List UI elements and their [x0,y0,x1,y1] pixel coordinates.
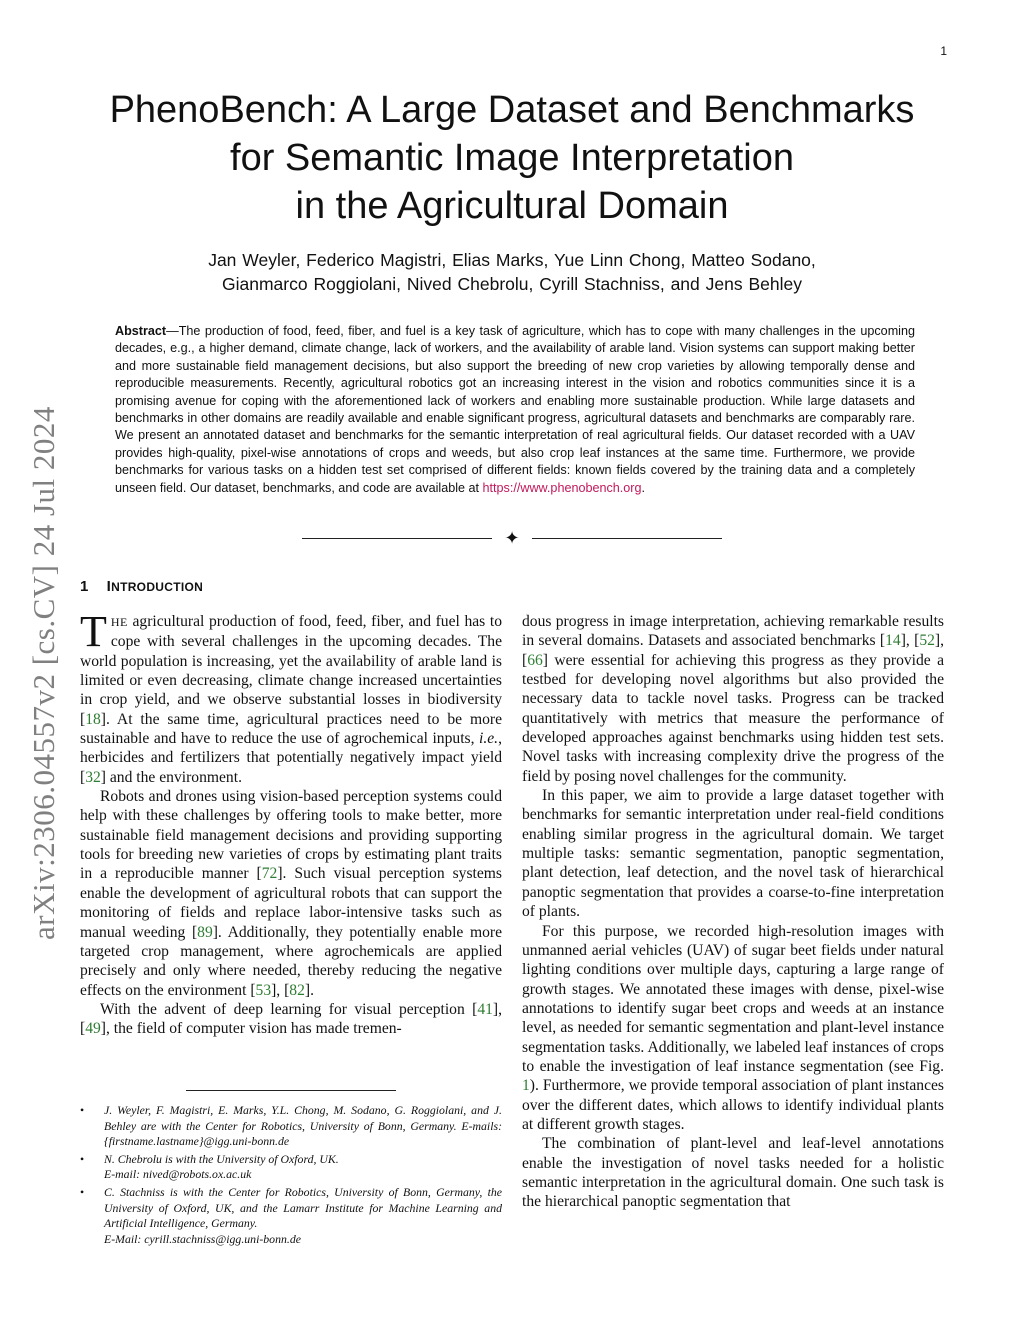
footnote-item [80,1185,502,1247]
abstract [115,323,915,497]
text-run: With the advent of deep learning for visual perception [ [100,1000,478,1018]
paragraph: In this paper, we aim to provide a large dataset together with benchmarks for semantic interpretation under real-field conditions enabling similar progress in the agricultural domain. We target multiple tasks: semantic segmentation, panoptic segmentation, plant detection, leaf detection, and the novel task of hierarchical panoptic segmentation that provides a coarse-to-fine interpretation of plants. [522,787,944,921]
title-line: for Semantic Image Interpretation [230,137,794,179]
bullet-icon: • [80,1103,85,1117]
citation-link[interactable]: 32 [85,768,101,786]
drop-cap: T [80,607,107,656]
right-column [522,612,944,1212]
paragraph [522,612,944,786]
citation-link[interactable]: 41 [477,1000,493,1018]
text-run: agricultural production of food, feed, fiber, and fuel has to cope with several challenges in the upcoming decades. The world population is increasing, yet the availability of arable land is limited or even decreasing, climate change increased uncertainties in crop yield, and we observe substantial losses in biodiversity [ [80,613,502,728]
paragraph [522,922,944,1135]
footnote-text: J. Weyler, F. Magistri, E. Marks, Y.L. Chong, M. Sodano, G. Roggiolani, and J. Behley are with the Center for Robotics, University of Bonn, Germany. E-mails: {firstname.lastname}@igg.uni-bonn.de [104,1103,502,1149]
footnote-text: C. Stachniss is with the Center for Robotics, University of Bonn, Germany, the University of Oxford, UK, and the Lamarr Institute for Machine Learning and Artificial Intelligence, Germany. [104,1184,502,1231]
text-run: ] were essential for achieving this progress as they provide a testbed for developing novel algorithms but also provided the necessary data to tackle novel tasks. Progress can be tracked quantitatively with metrics that measure the performance of developed approaches against benchmarks using hidden test sets. Novel tasks with increasing complexity drive the progress of the field by posing novel challenges for the community. [522,651,944,785]
text-run: ]. Such visual perception systems enable the development of agricultural robots that can support the monitoring of fields and replace labor-intensive tasks such as manual weeding [ [80,865,502,941]
text-run: ], [ [900,632,920,650]
text-run: ], [ [80,1000,502,1038]
citation-link[interactable]: 89 [197,923,213,941]
citation-link[interactable]: 18 [85,710,101,728]
section-number: 1 [80,578,89,595]
text-run: ], [ [271,981,290,999]
footnotes [80,1103,502,1249]
paper-title [60,86,964,230]
text-run: ]. Additionally, they potentially enable more targeted crop management, where agrochemicals are applied precisely and only where needed, thereby reducing the negative effects on the environment [ [80,923,502,999]
section-heading [80,578,203,595]
text-run: , herbicides and fertilizers that potentially negatively impact yield [ [80,730,502,786]
text-run: ]. At the same time, agricultural practices need to be more sustainable and have to reduce the use of agrochemical inputs, [80,710,502,748]
project-link[interactable]: https://www.phenobench.org [482,480,642,495]
paragraph [80,787,502,1000]
abstract-dash: — [166,324,179,338]
footnote-rule [186,1090,396,1091]
text-run: ] and the environment. [100,768,242,786]
separator-rule-left [302,538,492,539]
paragraph [80,607,502,787]
abstract-end: . [641,480,645,495]
citation-link[interactable]: 72 [261,865,278,883]
page-number: 1 [940,44,947,58]
footnote-text: N. Chebrolu is with the University of Oxford, UK. [104,1151,339,1166]
text-run-italic: i.e. [479,730,499,748]
text-run: dous progress in image interpretation, achieving remarkable results in several domains. Datasets and associated benchmarks [ [522,613,944,650]
citation-link[interactable]: 82 [289,981,305,999]
bullet-icon: • [80,1184,85,1199]
figure-reference-link[interactable]: 1 [522,1077,530,1095]
text-run: ]. [304,981,314,999]
text-run: For this purpose, we recorded high-resolution images with unmanned aerial vehicles (UAV) of sugar beet fields under natural lighting conditions over multiple days, capturing a large range of growth stages. We annotated these images with dense, pixel-wise annotations to identify sugar beet crops and weeds at an instance level, as needed for semantic segmentation and plant-level instance segmentation tasks. Additionally, we labeled leaf instances of crops to enable the investigation of leaf instance segmentation (see Fig. [522,922,944,1075]
arxiv-identifier: arXiv:2306.04557v2 [cs.CV] 24 Jul 2024 [26,406,61,940]
text-run: Robots and drones using vision-based perception systems could help with these challenges by offering tools to make better, more sustainable field management decisions and providing supporting tools for breeding new varieties of crops by estimating plant traits in a reproducible manner [ [80,788,502,883]
title-line: PhenoBench: A Large Dataset and Benchmarks [109,89,915,131]
text-run: ], [ [522,632,944,669]
left-column [80,607,502,1039]
citation-link[interactable]: 66 [527,651,543,669]
abstract-label: Abstract [115,324,167,338]
citation-link[interactable]: 14 [885,632,901,650]
citation-link[interactable]: 52 [919,632,935,650]
citation-link[interactable]: 49 [85,1020,101,1038]
smallcaps-lead: HE [110,615,128,629]
citation-link[interactable]: 53 [255,981,272,999]
author-line: Gianmarco Roggiolani, Nived Chebrolu, Cyrill Stachniss, and Jens Behley [222,274,802,294]
paragraph: The combination of plant-level and leaf-level annotations enable the investigation of novel tasks needed for a holistic semantic interpretation in the agricultural domain. One such task is the hierarchical panoptic segmentation that [522,1135,944,1211]
bullet-icon: • [80,1151,85,1166]
section-title-initial: I [106,578,112,595]
footnote-item [80,1152,502,1183]
separator-rule-right [532,538,722,539]
text-run: ). Furthermore, we provide temporal association of plant instances over the different dates, which allows to identify individual plants at different growth stages. [522,1077,944,1133]
author-line: Jan Weyler, Federico Magistri, Elias Marks, Yue Linn Chong, Matteo Sodano, [208,250,816,270]
text-run: ], the field of computer vision has made tremen- [100,1020,402,1038]
footnote-item [80,1103,502,1150]
title-line: in the Agricultural Domain [295,185,729,227]
footnote-text: E-mail: nived@robots.ox.ac.uk [104,1167,252,1182]
section-title-rest: NTRODUCTION [111,580,204,594]
abstract-text: The production of food, feed, fiber, and fuel is a key task of agriculture, which has to cope with many challenges in the upcoming decades, e.g., a higher demand, climate change, lack of workers, and the availability of arable land. Vision systems can support making better and more sustainable field management decisions, but also support the breeding of new crop varieties by allowing temporally dense and reproducible measurements. Recently, agricultural robotics got an increasing interest in the vision and robotics communities since it is a promising avenue for coping with the aforementioned lack of workers and enabling more sustainable production. While large datasets and benchmarks in other domains are readily available and enable significant progress, agricultural datasets and benchmarks are comparably rare. We present an annotated dataset and benchmarks for the semantic interpretation of real agricultural fields. Our dataset recorded with a UAV provides high-quality, pixel-wise annotations of crops and weeds, but also crop leaf instances at the same time. Furthermore, we provide benchmarks for various tasks on a hidden test set comprised of different fields: known fields covered by the training data and a completely unseen field. Our dataset, benchmarks, and code are available at [115,324,915,495]
paragraph [80,1000,502,1039]
author-list [80,248,944,296]
footnote-text: E-Mail: cyrill.stachniss@igg.uni-bonn.de [104,1231,301,1246]
separator-diamond-icon: ✦ [504,528,520,548]
